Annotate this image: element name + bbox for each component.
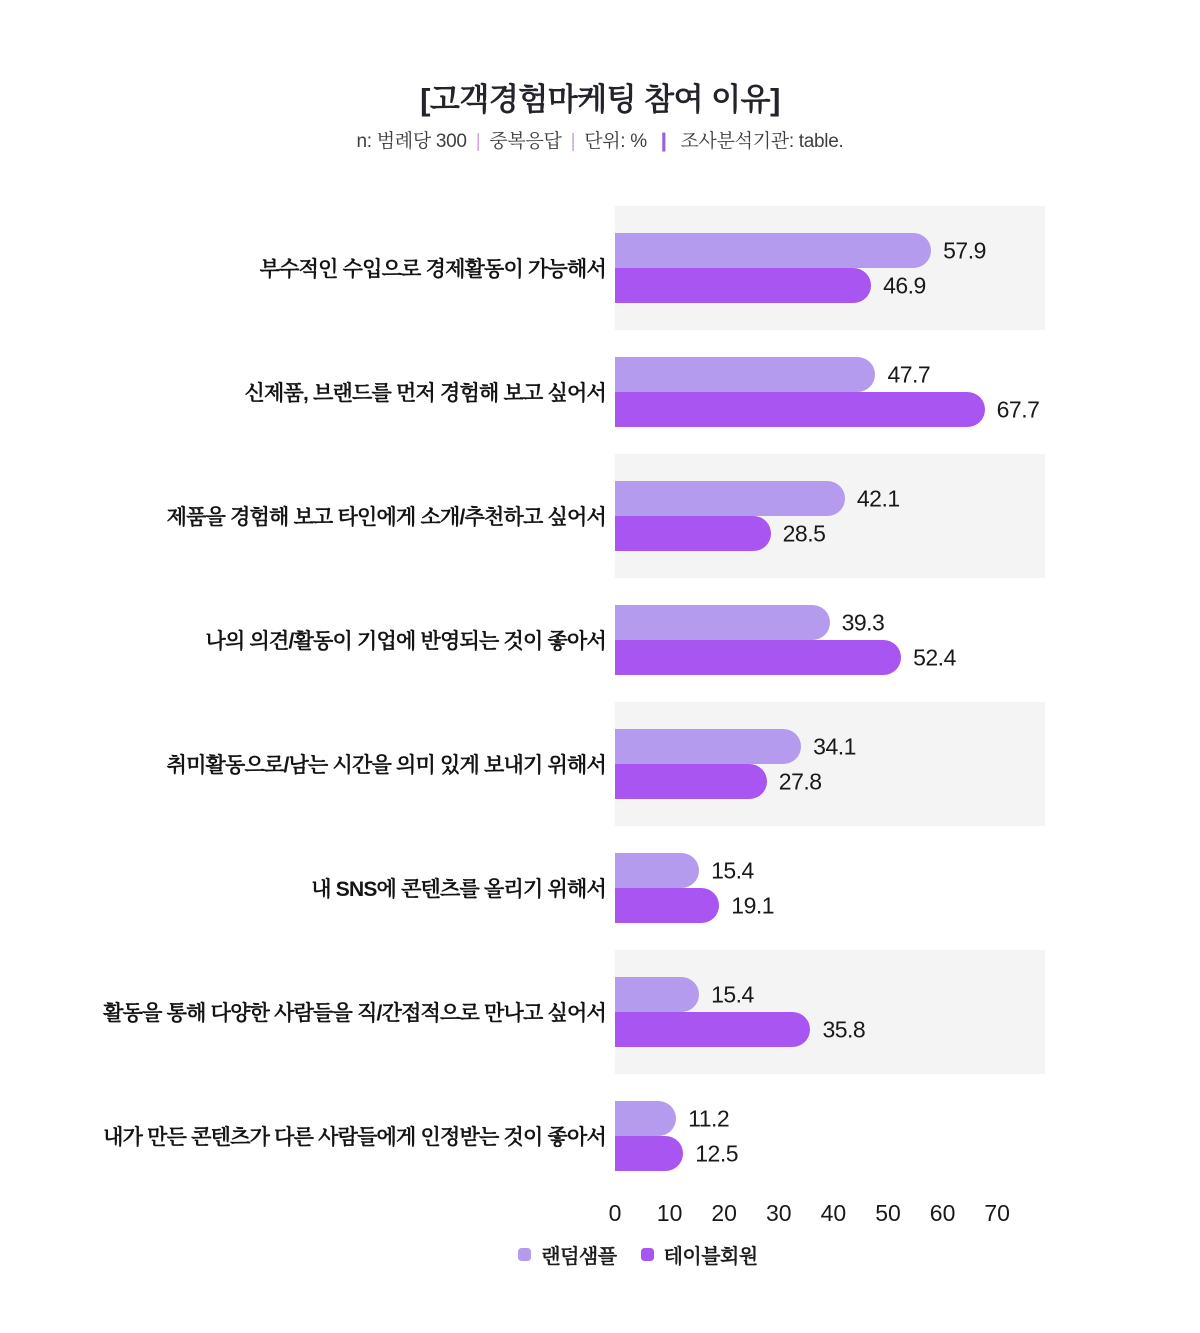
bar-value: 67.7	[996, 396, 1040, 422]
bar-table-member	[615, 1012, 866, 1047]
category-label: 나의 의견/활동이 기업에 반영되는 것이 좋아서	[205, 630, 606, 653]
bar-value: 47.7	[887, 361, 931, 387]
x-axis-tick: 10	[656, 1200, 683, 1226]
bar-value: 15.4	[711, 981, 754, 1007]
category-label: 내 SNS에 콘텐츠를 올리기 위해서	[311, 878, 606, 901]
chart-subtitle	[0, 126, 1200, 153]
bar-group	[615, 729, 856, 799]
bar-chart	[0, 206, 1200, 1234]
x-axis-tick: 0	[608, 1200, 622, 1226]
category-label: 활동을 통해 다양한 사람들을 직/간접적으로 만나고 싶어서	[103, 1002, 606, 1025]
legend-item-random-sample	[518, 1240, 616, 1269]
bar-value: 12.5	[695, 1140, 739, 1166]
row-plot-area	[615, 950, 1045, 1074]
subtitle-part-n: n: 범례당 300	[356, 131, 467, 152]
bar-group	[615, 357, 1040, 427]
chart-row	[0, 578, 1200, 702]
bar-random-sample	[615, 357, 931, 392]
bar-group	[615, 605, 956, 675]
legend-item-table-member	[641, 1240, 758, 1269]
x-axis-tick: 60	[929, 1200, 956, 1226]
bar-value: 27.8	[778, 768, 822, 794]
x-axis-tick: 70	[984, 1200, 1010, 1226]
chart-row	[0, 454, 1200, 578]
subtitle-part-agency: 조사분석기관: table.	[680, 131, 844, 152]
bar-group	[615, 481, 900, 551]
legend-swatch-icon	[641, 1248, 654, 1261]
bar-table-member	[615, 1136, 739, 1171]
bar-value: 35.8	[822, 1016, 866, 1042]
bar-random-sample	[615, 729, 856, 764]
chart-row	[0, 330, 1200, 454]
bar-random-sample	[615, 977, 754, 1012]
bar-table-member	[615, 764, 822, 799]
row-plot-area	[615, 1074, 1045, 1198]
bar-random-sample	[615, 853, 754, 888]
bar-table-member	[615, 516, 826, 551]
legend-label: 테이블회원	[663, 1246, 758, 1268]
x-axis-tick: 40	[820, 1200, 847, 1226]
subtitle-part-multiresponse: 중복응답	[489, 131, 562, 152]
bar-value: 46.9	[883, 272, 926, 298]
row-plot-area	[615, 206, 1045, 330]
bar-value: 52.4	[913, 644, 956, 670]
chart-row	[0, 702, 1200, 826]
bar-table-member	[615, 888, 775, 923]
bar-value: 34.1	[813, 733, 856, 759]
chart-row	[0, 206, 1200, 330]
chart-row	[0, 826, 1200, 950]
row-plot-area	[615, 578, 1045, 702]
bar-random-sample	[615, 605, 885, 640]
legend-swatch-icon	[518, 1248, 531, 1261]
chart-row	[0, 1074, 1200, 1198]
bar-group	[615, 1101, 739, 1171]
legend-label: 랜덤샘플	[541, 1246, 617, 1268]
x-axis-tick: 50	[875, 1200, 901, 1226]
subtitle-separator: |	[570, 131, 576, 152]
bar-table-member	[615, 640, 956, 675]
bar-group	[615, 233, 986, 303]
x-axis-tick: 30	[766, 1200, 792, 1226]
subtitle-part-unit: 단위: %	[584, 131, 647, 152]
bar-random-sample	[615, 233, 986, 268]
category-label: 취미활동으로/남는 시간을 의미 있게 보내기 위해서	[166, 754, 606, 777]
category-label: 부수적인 수입으로 경제활동이 가능해서	[259, 258, 606, 281]
bar-value: 28.5	[782, 520, 826, 546]
bar-value: 15.4	[711, 857, 754, 883]
row-plot-area	[615, 826, 1045, 950]
chart-title: [고객경험마케팅 참여 이유]	[420, 82, 780, 117]
subtitle-separator: ❙	[655, 131, 672, 152]
row-plot-area	[615, 330, 1045, 454]
bar-table-member	[615, 268, 926, 303]
bar-random-sample	[615, 481, 900, 516]
x-axis-tick: 20	[711, 1200, 737, 1226]
category-label: 제품을 경험해 보고 타인에게 소개/추천하고 싶어서	[166, 506, 606, 529]
bar-value: 11.2	[688, 1105, 730, 1131]
bar-value: 42.1	[856, 485, 900, 511]
row-plot-area	[615, 454, 1045, 578]
chart-row	[0, 950, 1200, 1074]
bar-table-member	[615, 392, 1040, 427]
x-axis	[608, 1198, 1045, 1234]
bar-value: 19.1	[731, 892, 775, 918]
bar-group	[615, 853, 775, 923]
row-plot-area	[615, 702, 1045, 826]
bar-random-sample	[615, 1101, 730, 1136]
bar-group	[615, 977, 866, 1047]
category-label: 내가 만든 콘텐츠가 다른 사람들에게 인정받는 것이 좋아서	[103, 1126, 606, 1149]
chart-legend	[38, 1240, 1200, 1269]
category-label: 신제품, 브랜드를 먼저 경험해 보고 싶어서	[244, 382, 606, 405]
bar-value: 39.3	[841, 609, 885, 635]
subtitle-separator: |	[475, 131, 481, 152]
bar-value: 57.9	[943, 237, 986, 263]
